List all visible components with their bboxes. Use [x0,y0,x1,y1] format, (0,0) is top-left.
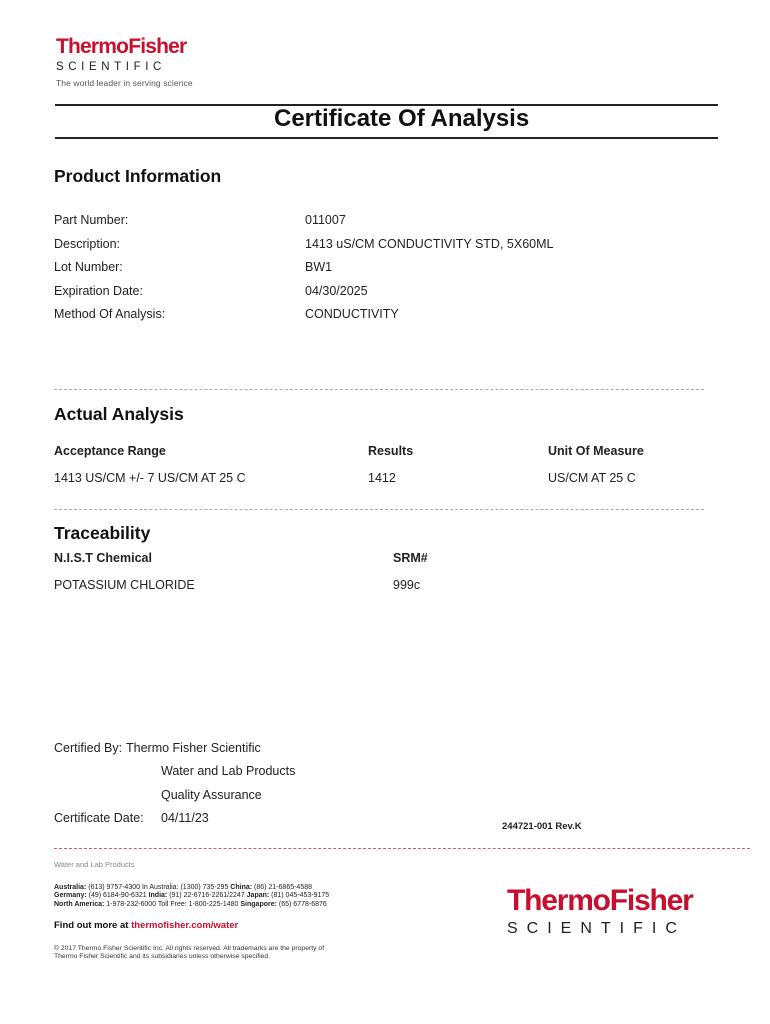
method-label: Method Of Analysis: [54,307,166,321]
unit-value: US/CM AT 25 C [548,471,636,485]
section-divider [54,509,704,510]
analysis-heading: Actual Analysis [54,404,184,424]
brand-name: ThermoFisher [56,35,187,58]
header-logo [56,36,193,88]
quality-assurance: Quality Assurance [161,788,262,802]
expiration-value: 04/30/2025 [305,284,368,298]
footer-logo [507,886,693,938]
product-heading: Product Information [54,166,222,186]
find-label: Find out more at [54,920,129,931]
lot-number-value: BW1 [305,260,333,274]
part-number-label: Part Number: [54,213,129,227]
footer-division: Water and Lab Products [54,860,135,869]
title-rule-bottom [55,137,718,139]
nist-chemical-header: N.I.S.T Chemical [54,551,152,565]
brand-sub: SCIENTIFIC [56,61,166,73]
find-out-more [54,920,238,931]
document-number: 244721-001 Rev.K [502,821,582,832]
brand-tagline: The world leader in serving science [56,78,193,88]
section-divider [54,389,704,390]
contact-line: Germany: (49) 6184-90-6321 India: (91) 22-6716-2261/2247 Japan: (81) 045-453-9175 [54,892,330,900]
brand-name: ThermoFisher [507,884,693,917]
srm-header: SRM# [393,551,428,565]
description-value: 1413 uS/CM CONDUCTIVITY STD, 5X60ML [305,237,554,251]
brand-sub: SCIENTIFIC [507,920,686,937]
certified-by-label: Certified By: [54,741,123,755]
footer-contacts [54,884,329,909]
method-value: CONDUCTIVITY [305,307,399,321]
contact-line: Australia: (613) 9757-4300 In Australia: (1300) 735-295 China: (86) 21-6865-4588 [54,884,313,891]
page-title: Certificate Of Analysis [274,105,530,132]
traceability-heading: Traceability [54,523,151,543]
part-number-value: 011007 [305,213,346,227]
acceptance-range-header: Acceptance Range [54,444,166,458]
contact-line: North America: 1-978-232-6000 Toll Free: 1-800-225-1480 Singapore: (65) 6778-6876 [54,900,327,908]
results-header: Results [368,444,414,458]
lot-number-label: Lot Number: [54,260,123,274]
certified-by-value: Thermo Fisher Scientific [126,741,261,755]
certificate-date-value: 04/11/23 [161,811,209,825]
srm-value: 999c [393,578,421,592]
copyright: © 2017 Thermo Fisher Scientific Inc. All rights reserved. All trademarks are the property of Thermo Fisher Scientific and its subsidiaries unless otherwise specified. [54,945,325,961]
footer-divider [54,848,750,849]
department: Water and Lab Products [161,764,296,778]
acceptance-range-value: 1413 US/CM +/- 7 US/CM AT 25 C [54,471,246,485]
certificate-date-label: Certificate Date: [54,811,144,825]
description-label: Description: [54,237,120,251]
unit-header: Unit Of Measure [548,444,644,458]
expiration-label: Expiration Date: [54,284,143,298]
nist-chemical-value: POTASSIUM CHLORIDE [54,578,195,592]
website-link[interactable]: thermofisher.com/water [131,920,239,931]
results-value: 1412 [368,471,396,485]
